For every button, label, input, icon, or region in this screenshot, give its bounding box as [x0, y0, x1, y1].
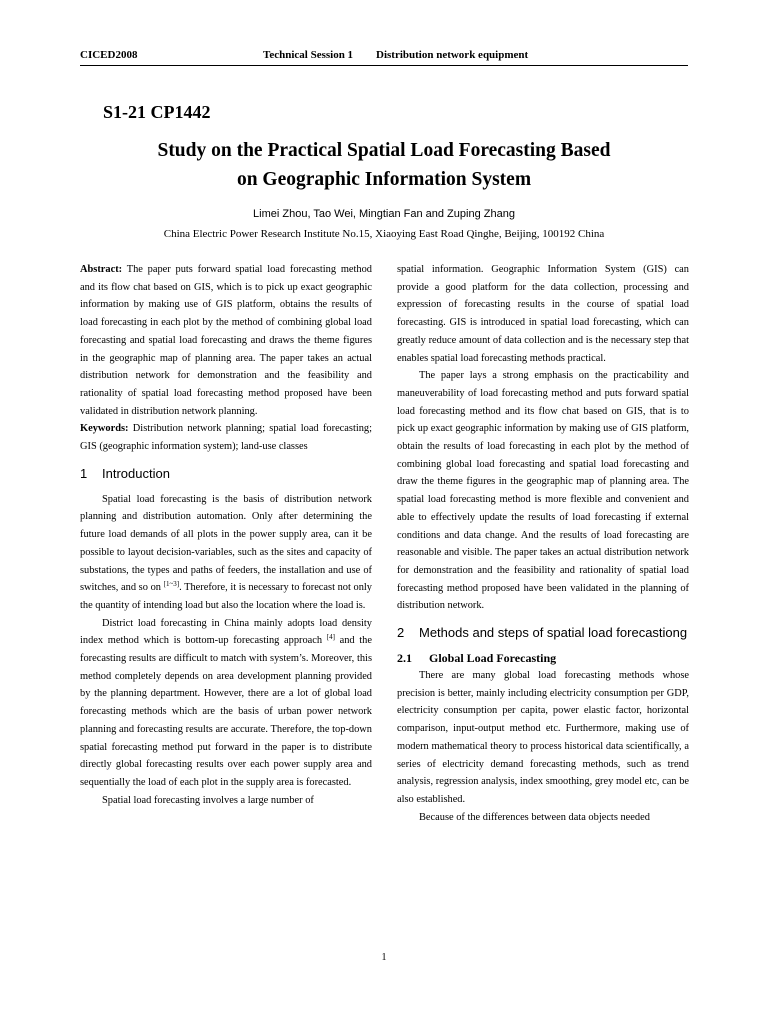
paper-code: S1-21 CP1442 [103, 102, 211, 122]
intro-paragraph-3-cont: spatial information. Geographic Information System (GIS) can provide a good platform for the data collection, processing and expression of forecasting results in the course of spatial load forecasting. GIS is introduced in spatial load forecasting, which can greatly reduce amount of data collection and is the necessary step that enables spatial load forecasting methods practical. [397, 264, 689, 364]
affiliation: China Electric Power Research Institute No.15, Xiaoying East Road Qinghe, Beijing, 100192 China [163, 228, 605, 240]
right-column [397, 261, 689, 826]
keywords-text: Distribution network planning; spatial load forecasting; GIS (geographic information system); land-use classes [80, 423, 372, 453]
authors: Limei Zhou, Tao Wei, Mingtian Fan and Zuping Zhang [253, 208, 515, 220]
session-topic: Distribution network equipment [376, 49, 529, 61]
intro-p1-text: Spatial load forecasting is the basis of distribution network planning and distribution automation. Only after determining the future load demands of all plots in the power supply area, can it be possible to layout decision-variables, such as the sites and capacity of substations, the types and paths of feeders, the installation and use of switches, and so on [80, 493, 372, 594]
left-column [80, 261, 372, 809]
keywords-label: Keywords: [80, 423, 129, 435]
intro-paragraph-2 [80, 615, 372, 792]
subsection-number: 2.1 [397, 651, 412, 666]
page-number: 1 [381, 952, 387, 963]
global-load-paragraph-2: Because of the differences between data objects needed [419, 811, 650, 823]
section-title: Introduction [102, 465, 170, 481]
subsection-title: Global Load Forecasting [429, 651, 557, 666]
abstract-label: Abstract: [80, 264, 123, 275]
intro-paragraph-4: The paper lays a strong emphasis on the practicability and maneuverability of load forecasting method and puts forward spatial load forecasting method and its flow chat based on GIS, that is to pick up exact geographic information by making use of GIS platform, obtain the results of load forecasting in each plot by the method of combining global load forecasting and spatial load forecasting and draw the theme figures in the geographic map of planning area. The spatial load forecasting method is more flexible and convenient and able to effectively update the results of load forecasting if external conditions and data change. And the results of load forecasting are reasonable and visible. The paper takes an actual distribution network for demonstration and the feasibility and rationality of spatial load forecasting method proposed have been validated in the planning of distribution network. [397, 370, 689, 612]
session-name: Technical Session 1 [263, 49, 354, 61]
paper-title-line-1: Study on the Practical Spatial Load Forecasting Based [157, 140, 611, 161]
keywords-paragraph [80, 420, 372, 455]
paper-title-line-2: on Geographic Information System [236, 169, 532, 190]
intro-paragraph-1 [80, 491, 372, 615]
abstract-paragraph [80, 261, 372, 420]
abstract-text: The paper puts forward spatial load forecasting method and its flow chat based on GIS, which is to pick up exact geographic information by making use of GIS platform, obtains the results of load forecasting in each plot by the method of combining global load forecasting and spatial load forecasting and draws the theme figures in the geographic map of planning area. The paper takes an actual distribution network for demonstration and the feasibility and rationality of spatial load forecasting method proposed have been validated in distribution network planning. [80, 264, 372, 417]
intro-p1-text-cont: . Therefore, it is necessary to forecast not only the quantity of intending load but also the location where the load is. [80, 582, 373, 611]
section-title: Methods and steps of spatial load forecastiong [419, 625, 688, 641]
header-rule [80, 65, 688, 66]
intro-p2-text-cont: and the forecasting results are difficult to match with system’s. Moreover, this method completely depends on area development planning provided by the planning department. However, there are a lot of global load forecasting methods which are the basis of urban power network planning and forecasting results are accurate. Therefore, the top-down spatial forecasting method put forward in the paper is to distribute directly global forecasting results over each power supply area and sequentially the load of each plot in the supply area is forecasted. [80, 635, 372, 788]
paper-title [80, 136, 688, 194]
citation-ref: [4] [326, 633, 335, 642]
conference-name: CICED2008 [80, 49, 138, 61]
global-load-paragraph-1: There are many global load forecasting methods whose precision is better, mainly including electricity consumption per GDP, electricity consumption per capita, power elastic factor, horizontal comparison, input-output method etc. Furthermore, making use of modern mathematical theory to process historical data scientifically, a series of electricity demand forecasting methods, such as trend analysis, regression analysis, index smoothing, grey model etc, can be also established. [397, 670, 689, 805]
intro-p2-text: District load forecasting in China mainly adopts load density index method which is bottom-up forecasting approach [80, 617, 372, 647]
section-heading-methods [397, 624, 689, 641]
intro-paragraph-3: Spatial load forecasting involves a large number of [102, 794, 314, 806]
citation-ref: [1~3] [163, 580, 180, 589]
section-number: 1 [80, 465, 88, 481]
subsection-heading-global-load [397, 650, 689, 667]
section-number: 2 [397, 625, 405, 641]
section-heading-introduction [80, 465, 372, 482]
